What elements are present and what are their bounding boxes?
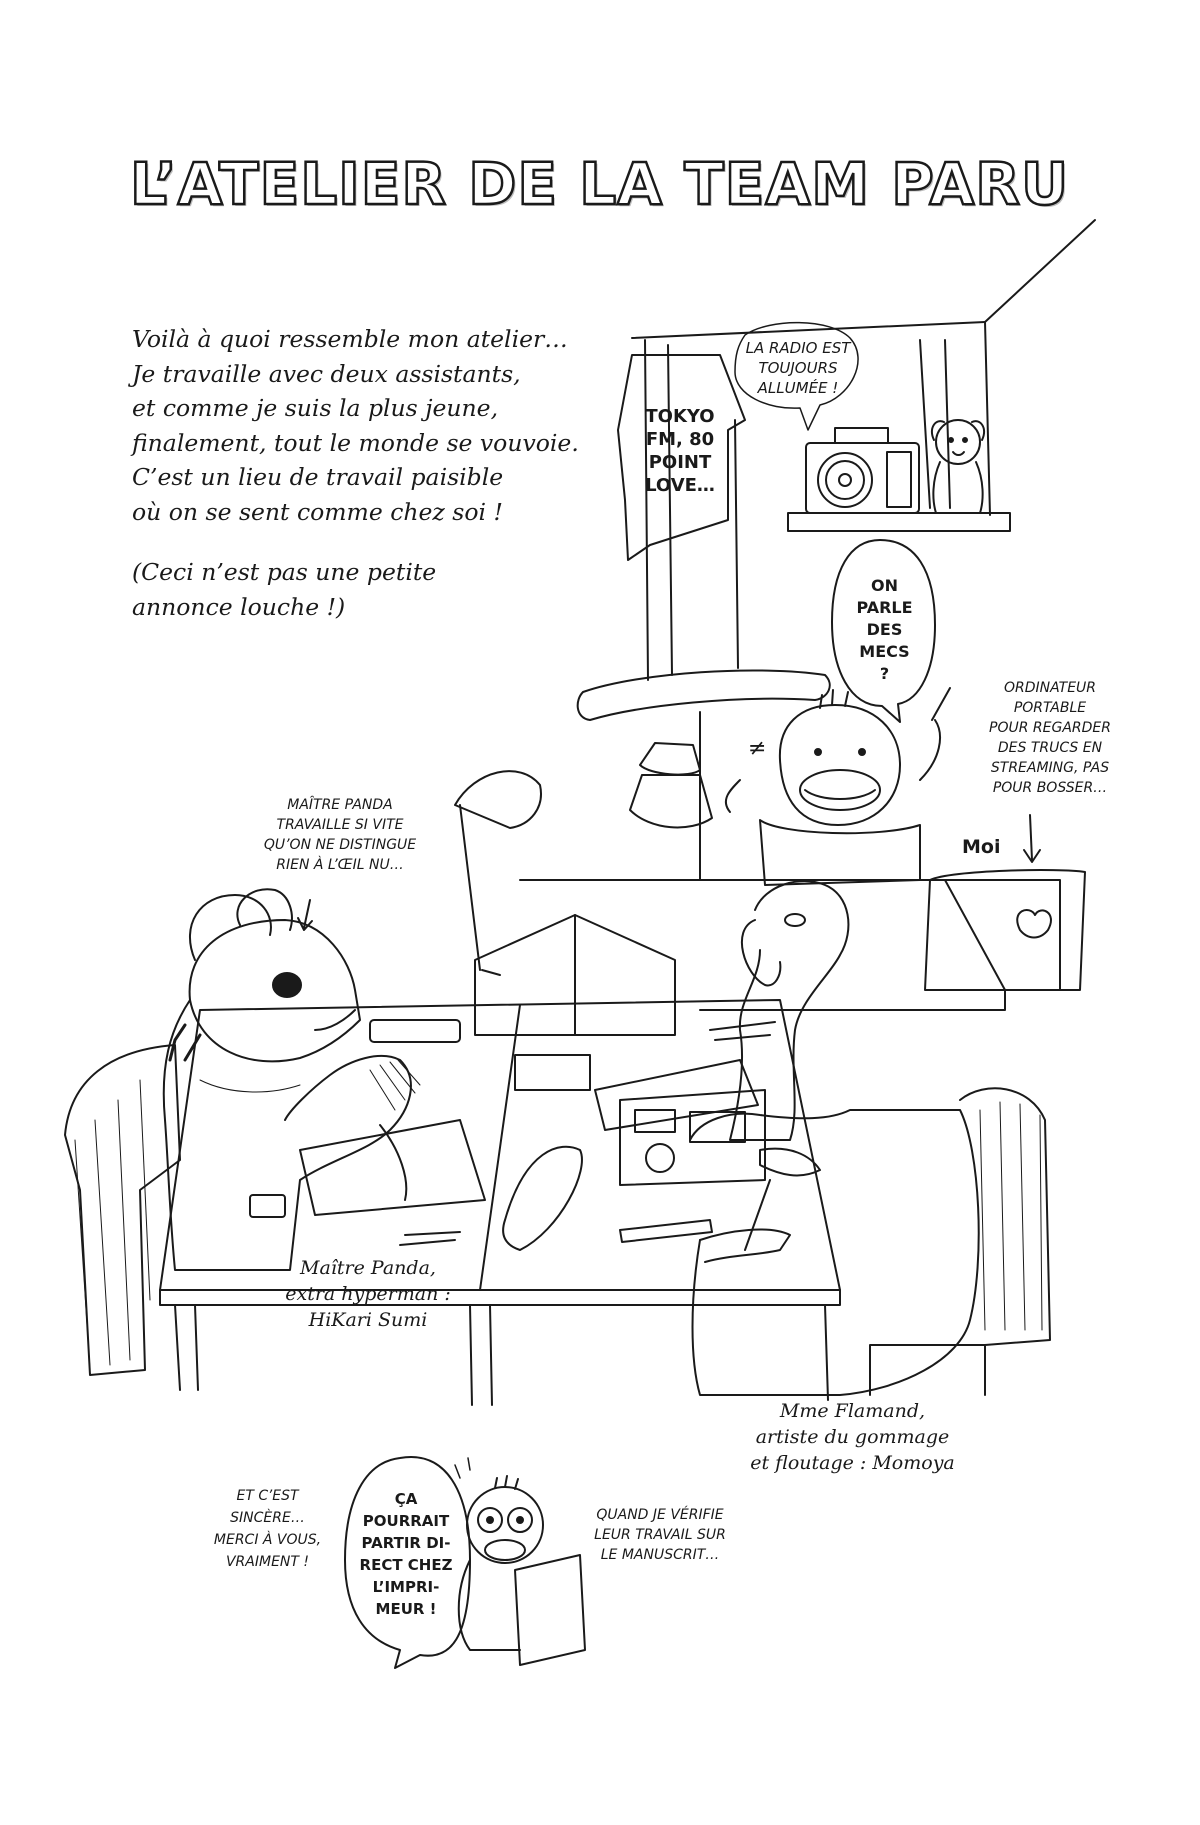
panda [164, 889, 420, 1270]
moi-label: Moi [962, 836, 1001, 858]
radio-note: LA RADIO EST TOUJOURS ALLUMÉE ! [745, 339, 851, 397]
intro-note: (Ceci n’est pas une petite annonce louche !) [132, 558, 437, 621]
manuscript-pages [300, 1060, 765, 1215]
panda-note: MAÎTRE PANDA TRAVAILLE SI VITE QU’ON NE DISTINGUE RIEN À L’ŒIL NU… [263, 797, 417, 873]
flamingo-caption: Mme Flamand, artiste du gommage et floutage : Momoya [750, 1400, 955, 1474]
radio-bubble: TOKYO FM, 80 POINT LOVE… [645, 406, 715, 496]
intro-text: Voilà à quoi ressemble mon atelier… Je travaille avec deux assistants, et comme je suis la plus jeune, finalement, tout le monde se vouvoie. C’est un lieu de travail paisible où on se sent comme chez soi ! [132, 325, 579, 526]
svg-text:≠: ≠ [748, 736, 767, 761]
laptop-note: ORDINATEUR PORTABLE POUR REGARDER DES TRUCS EN STREAMING, PAS POUR BOSSER… [989, 680, 1111, 796]
lightbox [475, 915, 675, 1035]
duck-bubble: ON PARLE DES MECS ? [856, 576, 913, 683]
duck-checking-manuscript [455, 1458, 585, 1665]
left-desk-lamp [455, 771, 541, 975]
check-note: QUAND JE VÉRIFIE LEUR TRAVAIL SUR LE MANUSCRIT… [594, 1507, 726, 1563]
back-lamp [578, 670, 830, 880]
duck-self-portrait [726, 688, 950, 885]
flamingo [690, 881, 979, 1395]
sincere-note: ET C’EST SINCÈRE… MERCI À VOUS, VRAIMENT ! [213, 1488, 322, 1570]
right-chair [870, 1088, 1050, 1395]
laptop-note-arrow [1024, 815, 1040, 862]
printer-bubble: ÇA POURRAIT PARTIR DI- RECT CHEZ L’IMPRI- MEUR ! [359, 1490, 453, 1618]
radio-device [806, 428, 919, 513]
page-title: L’ATELIER DE LA TEAM PARU [130, 150, 1070, 218]
puppy-figurine [932, 420, 984, 513]
panda-caption: Maître Panda, extra hyperman : HiKari Sumi [285, 1257, 451, 1331]
shelf [788, 513, 1010, 531]
